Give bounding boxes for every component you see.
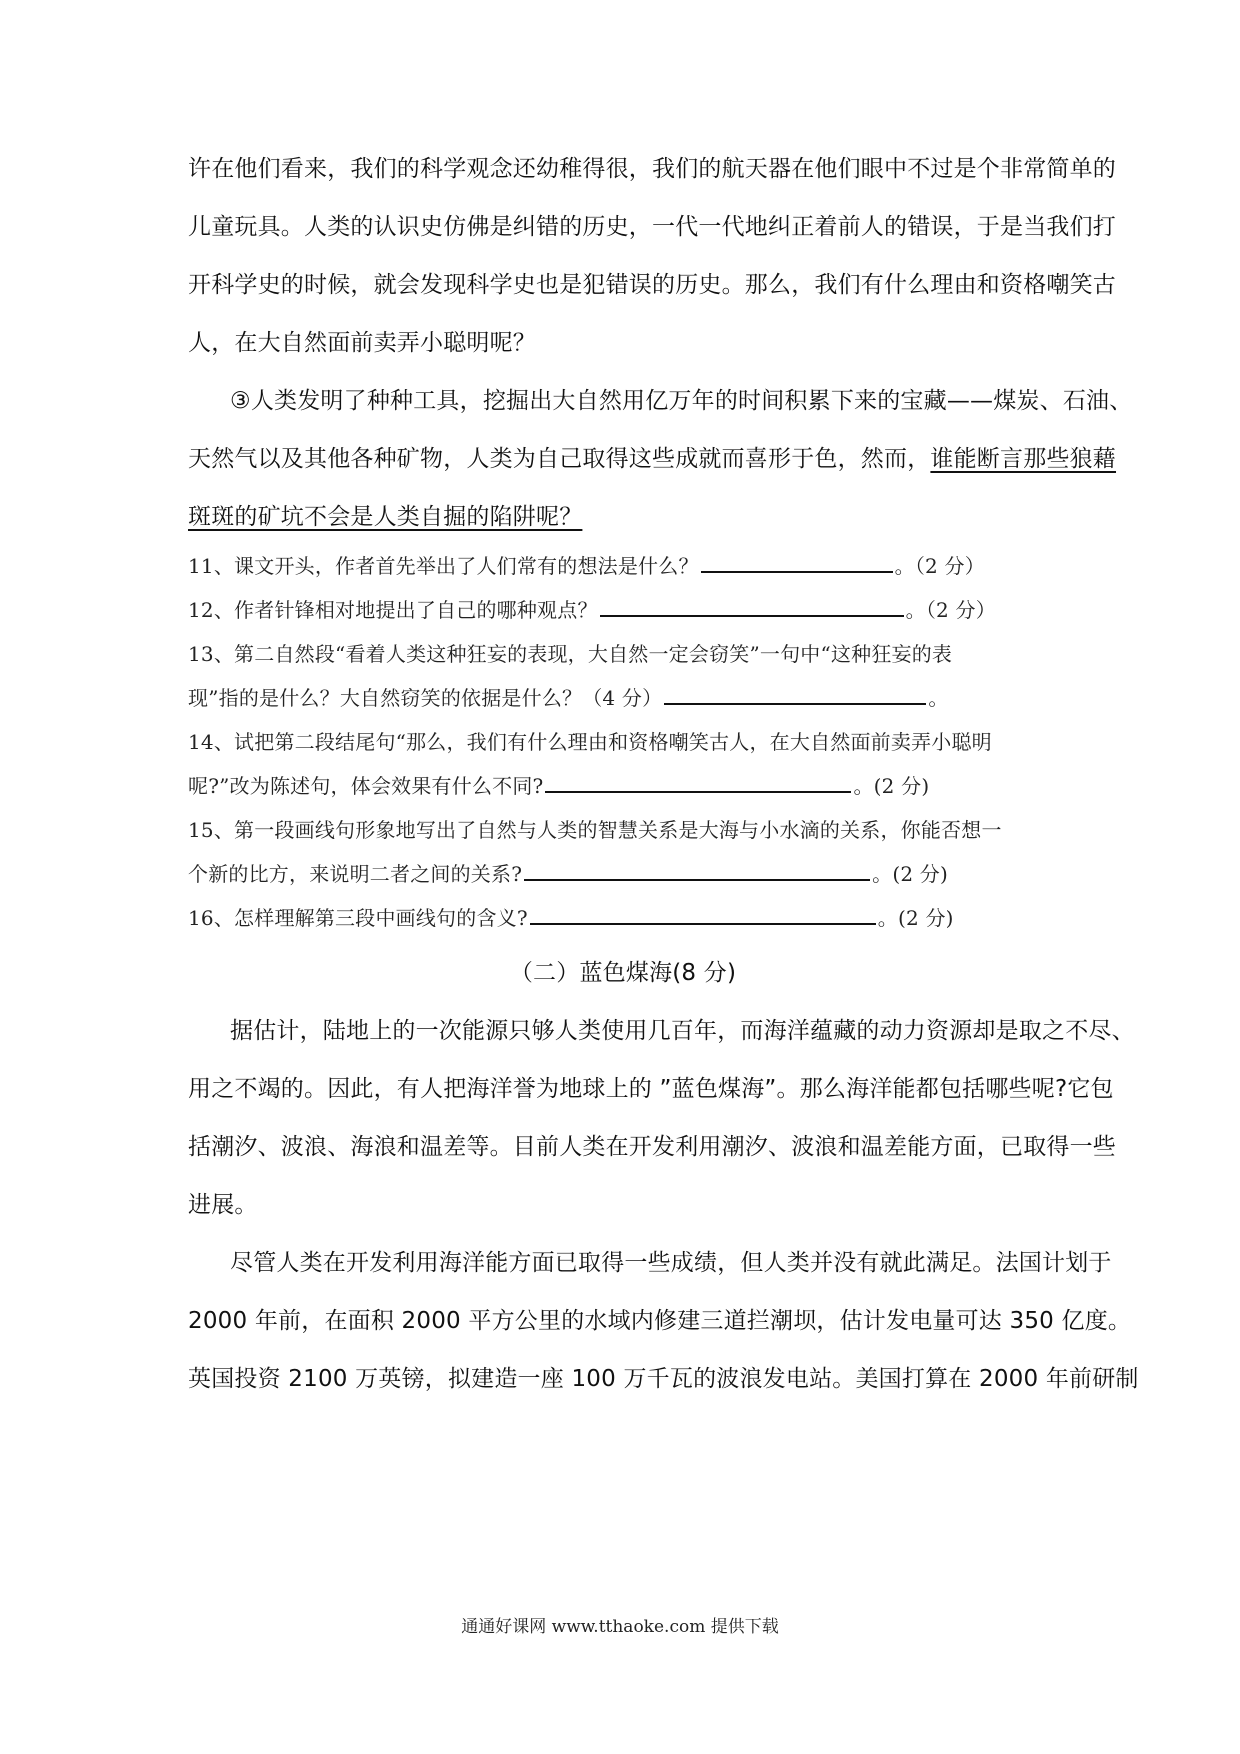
passage-line: 据估计，陆地上的一次能源只够人类使用几百年，而海洋蕴藏的动力资源却是取之不尽、	[230, 1018, 1135, 1044]
question-score: 。(2 分)	[853, 774, 930, 798]
question-score: 。（2 分）	[905, 598, 996, 622]
page-footer: 通通好课网 www.tthaoke.com 提供下载	[461, 1617, 779, 1637]
answer-blank[interactable]	[524, 861, 870, 881]
question-score: 。(2 分)	[872, 862, 949, 886]
question-15-line1: 15、第一段画线句形象地写出了自然与人类的智慧关系是大海与小水滴的关系，你能否想一	[188, 818, 1002, 842]
question-text: 现”指的是什么？大自然窃笑的依据是什么？（4 分）	[188, 686, 663, 710]
passage-line: 2000 年前，在面积 2000 平方公里的水域内修建三道拦潮坝，估计发电量可达 350 亿度。	[188, 1308, 1132, 1334]
question-13-line1: 13、第二自然段“看着人类这种狂妄的表现，大自然一定会窃笑”一句中“这种狂妄的表	[188, 642, 953, 666]
passage-line: ③人类发明了种种工具，挖掘出大自然用亿万年的时间积累下来的宝藏——煤炭、石油、	[230, 388, 1133, 414]
question-text: 12、作者针锋相对地提出了自己的哪种观点？	[188, 598, 598, 622]
question-13-line2	[188, 682, 1058, 711]
question-text: 个新的比方，来说明二者之间的关系?	[188, 862, 523, 886]
passage-line: 许在他们看来，我们的科学观念还幼稚得很，我们的航天器在他们眼中不过是个非常简单的	[188, 156, 1116, 182]
question-text: 16、怎样理解第三段中画线句的含义?	[188, 906, 528, 930]
question-16	[188, 902, 1058, 931]
question-14-line2	[188, 770, 1058, 799]
answer-blank[interactable]	[664, 685, 926, 705]
section-title: （二）蓝色煤海(8 分)	[509, 960, 737, 986]
question-text: 11、课文开头，作者首先举出了人们常有的想法是什么？	[188, 554, 699, 578]
passage-line: 人，在大自然面前卖弄小聪明呢？	[188, 330, 536, 356]
passage-line: 开科学史的时候，就会发现科学史也是犯错误的历史。那么，我们有什么理由和资格嘲笑古	[188, 272, 1116, 298]
answer-blank[interactable]	[600, 597, 904, 617]
question-text: 呢?”改为陈述句，体会效果有什么不同?	[188, 774, 544, 798]
passage-line: 括潮汐、波浪、海浪和温差等。目前人类在开发利用潮汐、波浪和温差能方面，已取得一些	[188, 1134, 1116, 1160]
question-15-line2	[188, 858, 1058, 887]
question-11	[188, 550, 1058, 579]
passage-line: 儿童玩具。人类的认识史仿佛是纠错的历史，一代一代地纠正着前人的错误，于是当我们打	[188, 214, 1116, 240]
question-score: 。(2 分)	[877, 906, 954, 930]
question-score: 。	[928, 686, 949, 710]
question-14-line1: 14、试把第二段结尾句“那么，我们有什么理由和资格嘲笑古人，在大自然面前卖弄小聪明	[188, 730, 992, 754]
answer-blank[interactable]	[530, 905, 876, 925]
underlined-sentence: 谁能断言那些狼藉	[930, 446, 1117, 472]
answer-blank[interactable]	[545, 773, 851, 793]
passage-line: 英国投资 2100 万英镑，拟建造一座 100 万千瓦的波浪发电站。美国打算在 2000 年前研制	[188, 1366, 1139, 1392]
passage-line	[188, 440, 1117, 473]
passage-line	[188, 498, 1058, 531]
passage-text: 天然气以及其他各种矿物，人类为自己取得这些成就而喜形于色，然而，	[188, 446, 931, 472]
underlined-sentence: 斑斑的矿坑不会是人类自掘的陷阱呢？	[188, 504, 583, 530]
passage-line: 尽管人类在开发利用海洋能方面已取得一些成绩，但人类并没有就此满足。法国计划于	[230, 1250, 1112, 1276]
passage-line: 进展。	[188, 1192, 258, 1218]
question-12	[188, 594, 1058, 623]
answer-blank[interactable]	[701, 553, 893, 573]
passage-line: 用之不竭的。因此，有人把海洋誉为地球上的 ”蓝色煤海”。那么海洋能都包括哪些呢?它包	[188, 1076, 1114, 1102]
question-score: 。（2 分）	[894, 554, 985, 578]
